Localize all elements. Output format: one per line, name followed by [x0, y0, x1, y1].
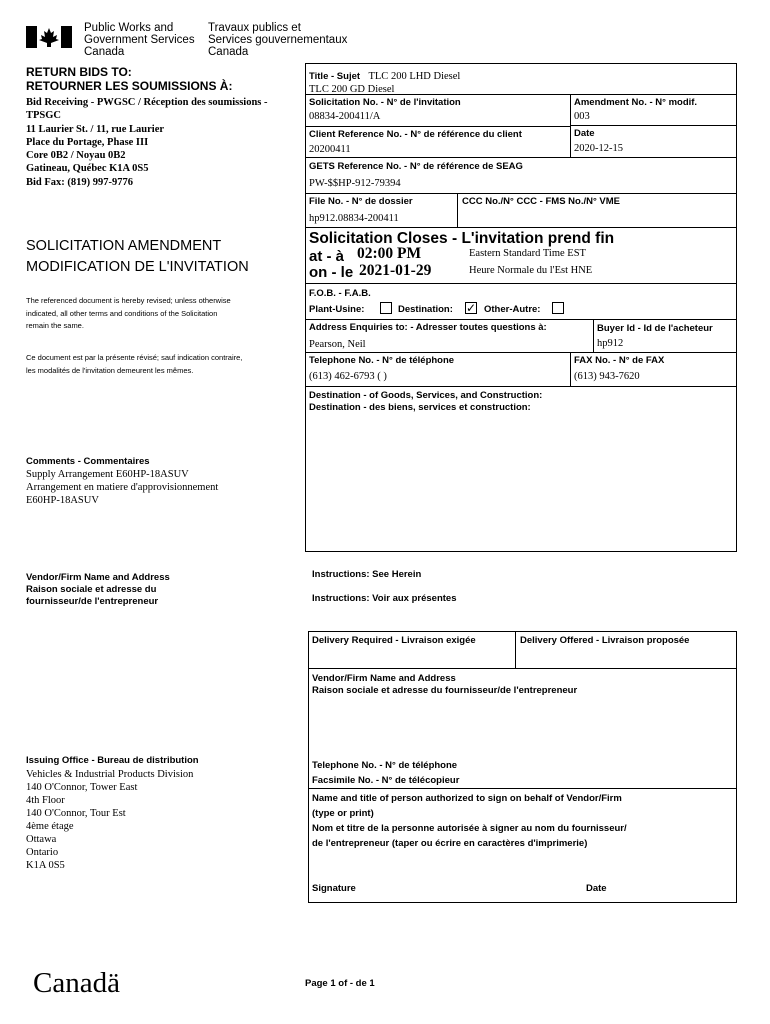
notice-line: les modalités de l'invitation demeurent les mêmes. [26, 365, 194, 375]
ccc-label: CCC No./N° CCC - FMS No./N° VME [462, 196, 621, 207]
form-rule [305, 193, 737, 194]
check-mark-icon: ✓ [466, 301, 477, 315]
office-line: 140 O'Connor, Tour Est [26, 808, 126, 819]
solicitation-field [309, 97, 461, 123]
amendment-value: 003 [574, 111, 590, 122]
fax-value: (613) 943-7620 [574, 371, 640, 382]
gets-value: PW-$$HP-912-79394 [309, 178, 401, 189]
amendment-notice-en [26, 295, 231, 333]
vendor-address-label [26, 572, 170, 608]
destination-label: Destination: [398, 304, 453, 315]
return-bids-title-fr: RETOURNER LES SOUMISSIONS À: [26, 79, 233, 93]
title-value-line2: TLC 200 GD Diesel [309, 84, 395, 95]
telephone-field [309, 355, 454, 383]
form-rule [457, 193, 458, 227]
address-line: TPSGC [26, 110, 62, 122]
gets-label: GETS Reference No. - N° de référence de SEAG [309, 161, 523, 172]
form-rule [308, 788, 737, 789]
telephone-label: Telephone No. - N° de téléphone [309, 355, 455, 366]
dept-fr-line: Canada [208, 46, 249, 58]
fob-label: F.O.B. - F.A.B. [309, 288, 371, 299]
form-rule [305, 227, 737, 228]
signature-date-label: Date [586, 883, 607, 894]
dept-en-line: Government Services [84, 34, 195, 46]
form-rule [305, 386, 737, 387]
authorized-person-label [312, 791, 627, 851]
closing-date-value: 2021-01-29 [359, 262, 432, 279]
solicitation-label: Solicitation No. - N° de l'invitation [309, 97, 461, 108]
file-field [309, 196, 413, 225]
authorized-line: (type or print) [312, 808, 374, 819]
timezone-fr: Heure Normale du l'Est HNE [469, 265, 593, 276]
title-value: TLC 200 LHD Diesel [368, 71, 461, 82]
office-line: 4th Floor [26, 795, 65, 806]
delivery-required-label: Delivery Required - Livraison exigée [312, 635, 476, 646]
title-field [309, 66, 460, 96]
instructions-fr: Instructions: Voir aux présentes [312, 593, 457, 604]
buyer-id-label: Buyer Id - Id de l'acheteur [597, 323, 713, 334]
address-line: Place du Portage, Phase III [26, 136, 149, 148]
amendment-title [26, 236, 249, 278]
return-bids-title-en: RETURN BIDS TO: [26, 65, 132, 79]
address-line: Bid Receiving - PWGSC / Réception des soumissions - [26, 97, 268, 108]
fax-label: FAX No. - N° de FAX [574, 355, 665, 366]
dept-en-line: Public Works and [84, 22, 174, 34]
dept-fr-line: Travaux publics et [208, 22, 301, 34]
destination-goods-label [309, 390, 542, 414]
canada-wordmark: Canadä [33, 967, 120, 999]
department-name-fr [208, 22, 347, 58]
amendment-label: Amendment No. - N° modif. [574, 97, 698, 108]
destination-goods-line: Destination - des biens, services et construction: [309, 402, 531, 413]
office-line: Ottawa [26, 834, 57, 845]
return-bids-address [26, 96, 268, 189]
address-line: Core 0B2 / Noyau 0B2 [26, 150, 126, 162]
closing-time-label: at - à [309, 248, 345, 265]
title-label: Title - Sujet [309, 71, 361, 82]
other-checkbox[interactable] [552, 302, 564, 314]
date-label: Date [574, 128, 595, 139]
notice-line: The referenced document is hereby revised; unless otherwise [26, 296, 231, 305]
issuing-office-label: Issuing Office - Bureau de distribution [26, 755, 199, 766]
enquiries-value: Pearson, Neil [309, 339, 366, 350]
dept-en-line: Canada [84, 46, 125, 58]
office-line: 4ème étage [26, 821, 74, 832]
buyer-id-value: hp912 [597, 338, 624, 349]
address-line: Gatineau, Québec K1A 0S5 [26, 163, 149, 175]
closing-time-value: 02:00 PM [357, 245, 422, 262]
notice-line: Ce document est par la présente révisé; sauf indication contraire, [26, 353, 243, 362]
issuing-office-section [26, 754, 199, 872]
instructions-en: Instructions: See Herein [312, 569, 422, 580]
notice-line: remain the same. [26, 321, 84, 330]
vendor-telephone-label: Telephone No. - N° de téléphone [312, 760, 458, 771]
form-rule [593, 319, 594, 352]
form-rule [305, 126, 570, 127]
client-reference-label: Client Reference No. - N° de référence du client [309, 129, 522, 140]
closing-date-label: on - le [309, 264, 354, 281]
form-rule [570, 125, 737, 126]
department-name-en [84, 22, 195, 58]
form-rule [570, 94, 571, 157]
file-label: File No. - N° de dossier [309, 196, 413, 207]
comment-line: E60HP-18ASUV [26, 495, 99, 506]
delivery-offered-label: Delivery Offered - Livraison proposée [520, 635, 690, 646]
office-line: 140 O'Connor, Tower East [26, 782, 138, 793]
authorized-line: de l'entrepreneur (taper ou écrire en caractères d'imprimerie) [312, 838, 588, 849]
vendor-label-line: Raison sociale et adresse du [26, 584, 157, 595]
vendor-name-address-label [312, 673, 577, 697]
form-rule [305, 283, 737, 284]
canada-flag-logo [26, 26, 72, 48]
date-field [574, 128, 623, 155]
signature-label: Signature [312, 883, 356, 894]
form-rule [305, 157, 737, 158]
timezone-en: Eastern Standard Time EST [469, 248, 586, 259]
office-line: Vehicles & Industrial Products Division [26, 769, 194, 780]
enquiries-field [309, 322, 547, 351]
form-rule [305, 352, 737, 353]
office-line: Ontario [26, 847, 59, 858]
authorized-line: Nom et titre de la personne autorisée à signer au nom du fournisseur/ [312, 823, 627, 834]
enquiries-label: Address Enquiries to: - Adresser toutes questions à: [309, 322, 547, 333]
comments-section [26, 455, 218, 507]
fax-field [574, 355, 664, 383]
form-rule [308, 668, 737, 669]
vendor-facsimile-label: Facsimile No. - N° de télécopieur [312, 775, 460, 786]
plant-label: Plant-Usine: [309, 304, 365, 315]
amendment-notice-fr [26, 352, 242, 377]
amendment-field [574, 97, 697, 123]
vendor-name-line: Vendor/Firm Name and Address [312, 673, 456, 684]
page-number: Page 1 of - de 1 [305, 978, 375, 989]
amendment-title-en: SOLICITATION AMENDMENT [26, 238, 222, 254]
telephone-value: (613) 462-6793 ( ) [309, 371, 387, 382]
client-reference-field [309, 129, 522, 156]
gets-reference-field [309, 161, 523, 190]
authorized-line: Name and title of person authorized to sign on behalf of Vendor/Firm [312, 793, 622, 804]
client-reference-value: 20200411 [309, 144, 351, 155]
other-label: Other-Autre: [484, 304, 541, 315]
bid-fax-line: Bid Fax: (819) 997-9776 [26, 176, 134, 188]
plant-checkbox[interactable] [380, 302, 392, 314]
vendor-name-line: Raison sociale et adresse du fournisseur/de l'entrepreneur [312, 685, 578, 696]
comment-line: Supply Arrangement E60HP-18ASUV [26, 469, 189, 480]
date-value: 2020-12-15 [574, 143, 623, 154]
office-line: K1A 0S5 [26, 860, 65, 871]
destination-goods-line: Destination - of Goods, Services, and Construction: [309, 390, 543, 401]
destination-checkbox[interactable] [465, 302, 477, 314]
file-value: hp912.08834-200411 [309, 213, 399, 224]
dept-fr-line: Services gouvernementaux [208, 34, 348, 46]
solicitation-value: 08834-200411/A [309, 111, 381, 122]
form-rule [305, 319, 737, 320]
comments-label: Comments - Commentaires [26, 456, 150, 467]
solicitation-closes-title: Solicitation Closes - L'invitation prend fin [309, 230, 615, 247]
vendor-label-line: fournisseur/de l'entrepreneur [26, 596, 159, 607]
form-rule [515, 631, 516, 668]
buyer-id-field [597, 323, 713, 350]
amendment-title-fr: MODIFICATION DE L'INVITATION [26, 259, 249, 275]
vendor-label-line: Vendor/Firm Name and Address [26, 572, 170, 583]
return-bids-title [26, 65, 232, 93]
vendor-contact-labels [312, 758, 459, 788]
address-line: 11 Laurier St. / 11, rue Laurier [26, 123, 165, 135]
comment-line: Arrangement en matiere d'approvisionnement [26, 482, 219, 493]
notice-line: indicated, all other terms and conditions of the Solicitation [26, 308, 218, 318]
form-rule [570, 352, 571, 386]
